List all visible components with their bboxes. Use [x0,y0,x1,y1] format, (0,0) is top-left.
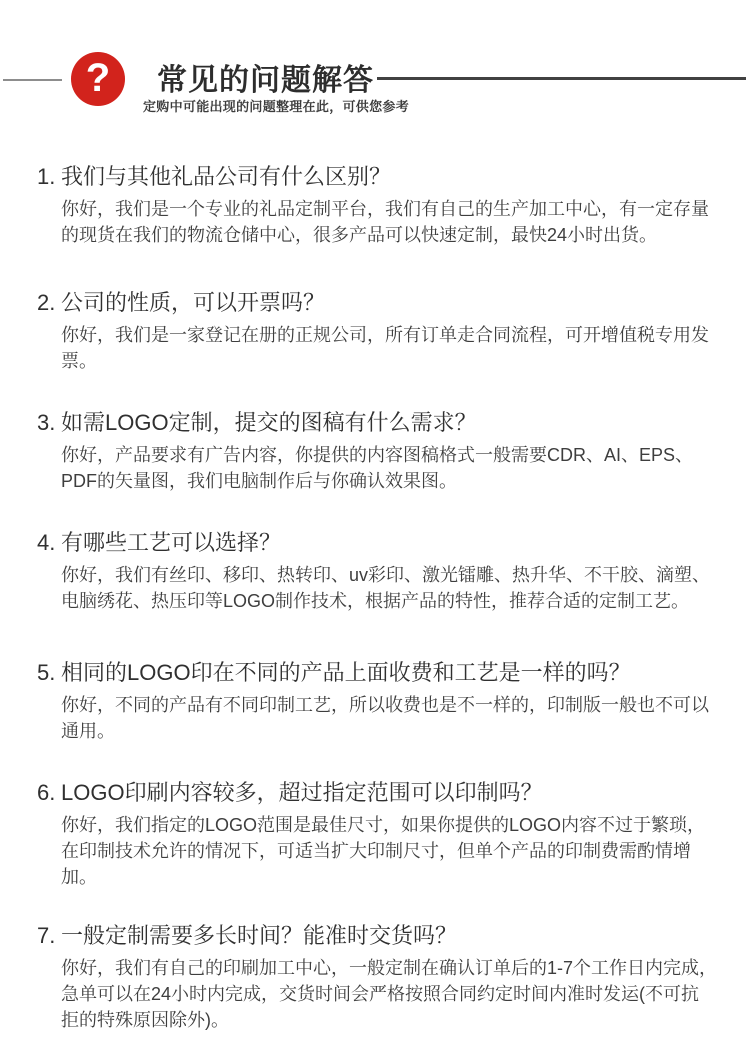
question-number: 4. [37,530,56,555]
faq-item [37,162,719,248]
answer-text [61,955,719,1033]
faq-item [37,658,719,744]
question-row [37,921,719,951]
answer-line: 你好，我们是一个专业的礼品定制平台，我们有自己的生产加工中心，有一定存量 [61,199,709,219]
question-number: 2. [37,290,56,315]
question-row [37,162,719,192]
answer-line: 急单可以在24小时内完成，交货时间会严格按照合同约定时间内准时发运(不可抗 [61,984,700,1004]
question-text: 一般定制需要多长时间？能准时交货吗？ [61,923,458,948]
answer-line: 你好，产品要求有广告内容，你提供的内容图稿格式一般需要CDR、AI、EPS、 [61,445,694,465]
question-number: 6. [37,780,56,805]
answer-line: 加。 [61,867,97,887]
answer-text [61,442,719,494]
question-text: 公司的性质，可以开票吗？ [61,290,326,315]
question-text: 有哪些工艺可以选择？ [61,530,282,555]
answer-line: 你好，不同的产品有不同印制工艺，所以收费也是不一样的，印制版一般也不可以 [61,695,709,715]
answer-line: 你好，我们是一家登记在册的正规公司，所有订单走合同流程，可开增值税专用发 [61,325,709,345]
answer-line: 你好，我们有丝印、移印、热转印、uv彩印、激光镭雕、热升华、不干胶、滴塑、 [61,565,711,585]
answer-line: PDF的矢量图，我们电脑制作后与你确认效果图。 [61,471,457,491]
answer-text [61,322,719,374]
question-row [37,658,719,688]
answer-text [61,196,719,248]
header-line-left [3,79,62,81]
answer-line: 你好，我们有自己的印刷加工中心，一般定制在确认订单后的1-7个工作日内完成， [61,958,718,978]
question-text: 我们与其他礼品公司有什么区别？ [61,164,392,189]
faq-item [37,288,719,374]
answer-line: 在印制技术允许的情况下，可适当扩大印制尺寸，但单个产品的印制费需酌情增 [61,841,691,861]
question-number: 7. [37,923,56,948]
faq-item [37,921,719,1033]
answer-line: 电脑绣花、热压印等LOGO制作技术，根据产品的特性，推荐合适的定制工艺。 [61,591,690,611]
page-title: 常见的问题解答 [157,64,374,97]
answer-text [61,692,719,744]
question-number: 3. [37,410,56,435]
answer-text [61,812,719,890]
page-subtitle: 定购中可能出现的问题整理在此，可供您参考 [143,99,410,114]
faq-item [37,528,719,614]
question-row [37,528,719,558]
answer-text [61,562,719,614]
question-row [37,288,719,318]
question-mark-glyph: ? [85,56,111,100]
question-mark-icon [71,52,125,106]
question-row [37,778,719,808]
question-number: 1. [37,164,56,189]
faq-item [37,778,719,890]
faq-item [37,408,719,494]
question-number: 5. [37,660,56,685]
answer-line: 通用。 [61,721,115,741]
question-text: 相同的LOGO印在不同的产品上面收费和工艺是一样的吗？ [61,660,631,685]
answer-line: 票。 [61,351,97,371]
answer-line: 你好，我们指定的LOGO范围是最佳尺寸，如果你提供的LOGO内容不过于繁琐， [61,815,706,835]
question-text: 如需LOGO定制，提交的图稿有什么需求？ [61,410,477,435]
answer-line: 拒的特殊原因除外)。 [61,1010,229,1030]
answer-line: 的现货在我们的物流仓储中心，很多产品可以快速定制，最快24小时出货。 [61,225,658,245]
header-line-right [377,77,746,80]
question-text: LOGO印刷内容较多，超过指定范围可以印制吗？ [61,780,543,805]
question-row [37,408,719,438]
